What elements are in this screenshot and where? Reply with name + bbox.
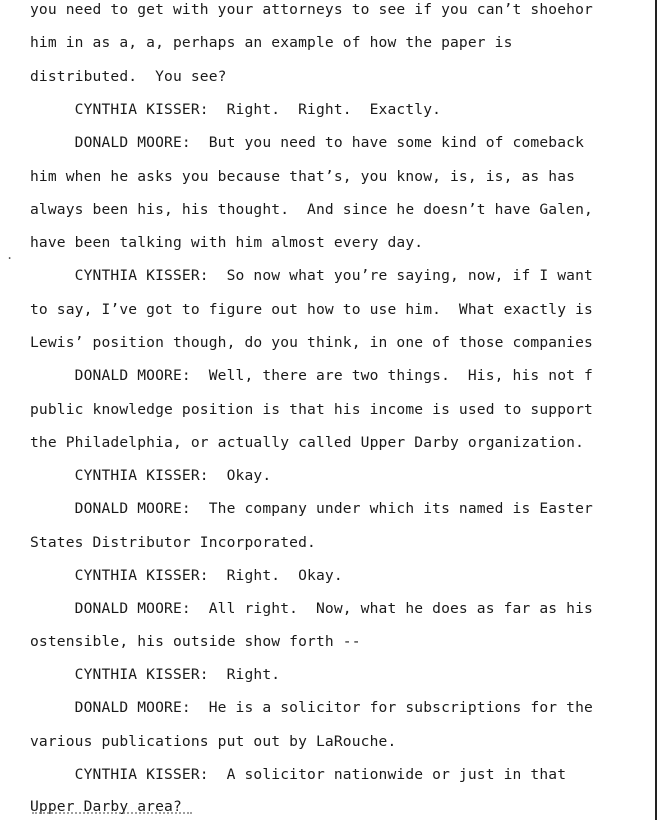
transcript-line-6: him when he asks you because that’s, you know, is, is, as has: [30, 168, 576, 185]
scan-smudge: [32, 812, 192, 818]
transcript-line-9: CYNTHIA KISSER: So now what you’re saying, now, if I want: [30, 267, 593, 284]
transcript-line-25: Upper Darby area?: [30, 798, 182, 815]
transcript-line-19: DONALD MOORE: All right. Now, what he does as far as his: [30, 600, 593, 617]
transcript-line-12: DONALD MOORE: Well, there are two things. His, his not f: [30, 367, 593, 384]
transcript-line-11: Lewis’ position though, do you think, in one of those companies: [30, 334, 593, 351]
transcript-line-23: various publications put out by LaRouche.: [30, 733, 397, 750]
transcript-line-1: you need to get with your attorneys to see if you can’t shoehor: [30, 1, 593, 18]
transcript-line-13: public knowledge position is that his income is used to support: [30, 401, 593, 418]
transcript-line-8: have been talking with him almost every day.: [30, 234, 424, 251]
transcript-line-21: CYNTHIA KISSER: Right.: [30, 666, 281, 683]
transcript-line-15: CYNTHIA KISSER: Okay.: [30, 467, 272, 484]
transcript-line-3: distributed. You see?: [30, 68, 227, 85]
transcript-line-18: CYNTHIA KISSER: Right. Okay.: [30, 567, 343, 584]
transcript-line-17: States Distributor Incorporated.: [30, 534, 316, 551]
transcript-line-14: the Philadelphia, or actually called Upper Darby organization.: [30, 434, 585, 451]
transcript-line-2: him in as a, a, perhaps an example of how the paper is: [30, 34, 513, 51]
right-margin-rule: [655, 0, 657, 820]
transcript-line-22: DONALD MOORE: He is a solicitor for subscriptions for the: [30, 699, 593, 716]
transcript-line-24: CYNTHIA KISSER: A solicitor nationwide or just in that: [30, 766, 567, 783]
transcript-line-7: always been his, his thought. And since he doesn’t have Galen,: [30, 201, 593, 218]
transcript-line-5: DONALD MOORE: But you need to have some kind of comeback: [30, 134, 585, 151]
transcript-line-20: ostensible, his outside show forth --: [30, 633, 361, 650]
transcript-line-10: to say, I’ve got to figure out how to use him. What exactly is: [30, 301, 593, 318]
margin-mark: .: [6, 248, 14, 262]
transcript-line-16: DONALD MOORE: The company under which its named is Easter: [30, 500, 593, 517]
transcript-line-4: CYNTHIA KISSER: Right. Right. Exactly.: [30, 101, 442, 118]
